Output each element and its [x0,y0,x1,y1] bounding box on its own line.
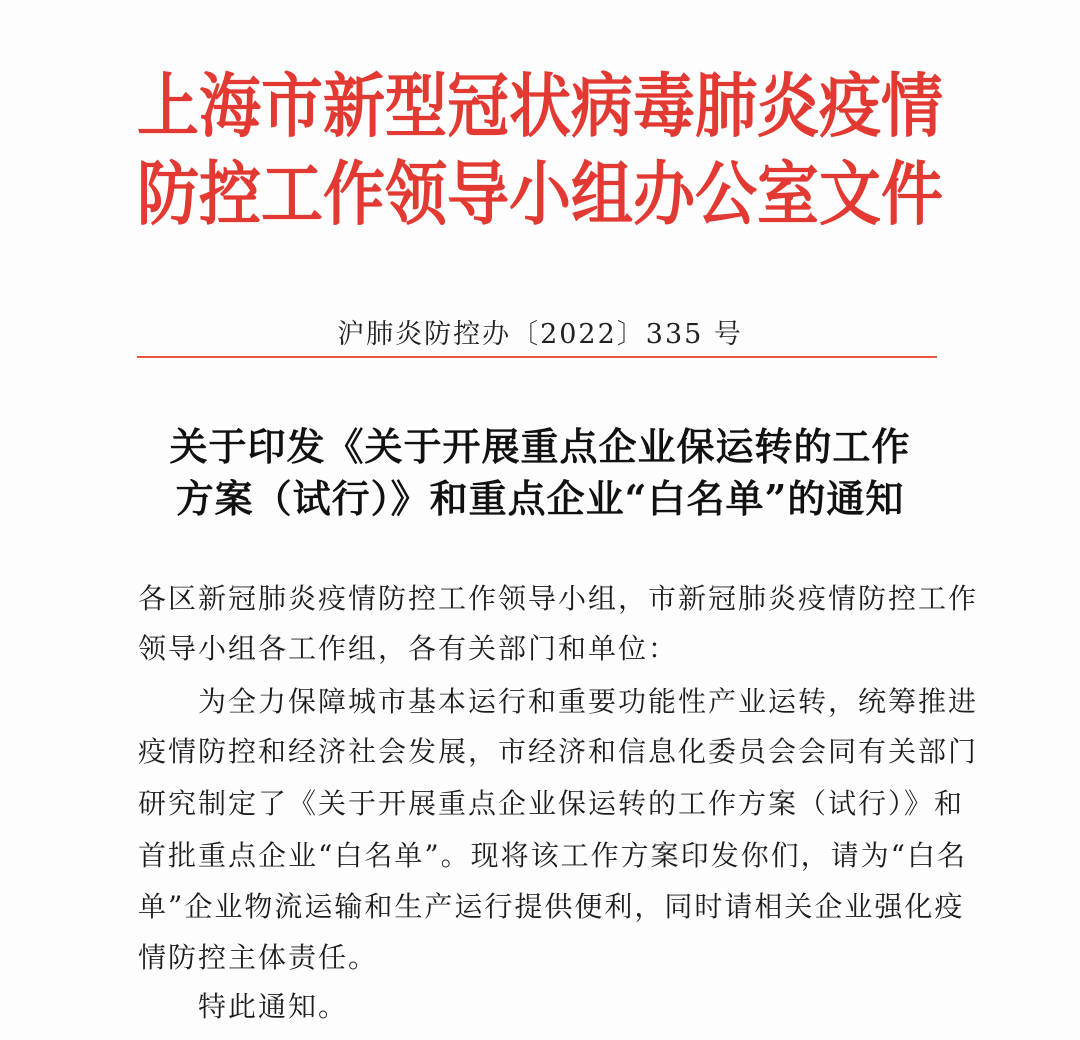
body-line: 情防控主体责任。 [138,941,379,974]
notice-title-line-2: 方案（试行）》和重点企业“白名单”的通知 [175,476,905,521]
body-line: 单”企业物流运输和生产运行提供便利，同时请相关企业强化疫 [138,890,965,923]
body-line: 疫情防控和经济社会发展，市经济和信息化委员会会同有关部门 [138,735,979,768]
document-number: 沪肺炎防控办〔2022〕335 号 [337,319,743,350]
body-line: 首批重点企业“白名单”。现将该工作方案印发你们，请为“白名 [138,839,967,872]
body-line: 各区新冠肺炎疫情防控工作领导小组，市新冠肺炎疫情防控工作 [138,582,979,615]
body-line: 特此通知。 [138,990,349,1023]
body-line: 研究制定了《关于开展重点企业保运转的工作方案（试行）》和 [138,787,965,820]
issuing-authority-line-1: 上海市新型冠状病毒肺炎疫情 [136,65,943,148]
red-divider-rule [137,356,937,358]
body-line: 领导小组各工作组，各有关部门和单位： [138,632,679,665]
notice-title-line-1: 关于印发《关于开展重点企业保运转的工作 [169,424,911,469]
issuing-authority-line-2: 防控工作领导小组办公室文件 [136,153,943,236]
body-line: 为全力保障城市基本运行和重要功能性产业运转，统筹推进 [138,685,979,718]
